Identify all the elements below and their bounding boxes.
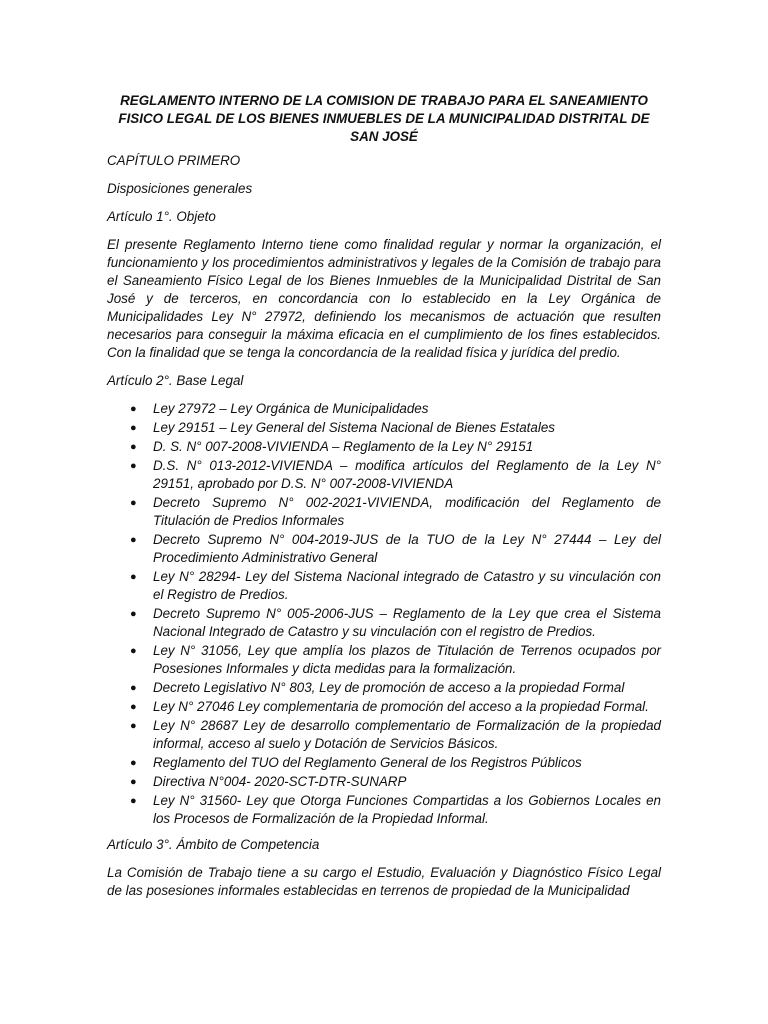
bullet-icon: ● xyxy=(130,571,137,583)
list-item-text: D. S. N° 007-2008-VIVIENDA – Reglamento de la Ley N° 29151 xyxy=(153,439,534,454)
list-item xyxy=(107,419,661,437)
list-item-text: Directiva N°004- 2020-SCT-DTR-SUNARP xyxy=(153,774,407,789)
list-item-text: Decreto Supremo N° 005-2006-JUS – Reglamento de la Ley que crea el Sistema Nacional Integrado de Catastro y su vinculación con el registro de Predios. xyxy=(153,606,661,639)
article-1-text: El presente Reglamento Interno tiene como finalidad regular y normar la organización, el funcionamiento y los procedimientos administrativos y legales de la Comisión de trabajo para el Saneamiento Físico Legal de los Bienes Inmuebles de la Municipalidad Distrital de San José y de terceros, en concordancia con lo establecido en la Ley Orgánica de Municipalidades Ley N° 27972, definiendo los mecanismos de actuación que resulten necesarios para conseguir la máxima eficacia en el cumplimiento de los fines establecidos. Con la finalidad que se tenga la concordancia de la realidad física y jurídica del predio. xyxy=(107,237,661,360)
list-item-text: Reglamento del TUO del Reglamento General de los Registros Públicos xyxy=(153,755,582,770)
list-item xyxy=(107,773,661,791)
list-item xyxy=(107,642,661,678)
list-item xyxy=(107,494,661,530)
bullet-icon: ● xyxy=(130,441,137,453)
bullet-icon: ● xyxy=(130,403,137,415)
bullet-icon: ● xyxy=(130,497,137,509)
bullet-icon: ● xyxy=(130,422,137,434)
list-item-text: Ley N° 31560- Ley que Otorga Funciones Compartidas a los Gobiernos Locales en los Procesos de Formalización de la Propiedad Informal. xyxy=(153,793,661,826)
article-2-heading: Artículo 2°. Base Legal xyxy=(107,373,244,388)
list-item xyxy=(107,698,661,716)
section-heading: Disposiciones generales xyxy=(107,181,253,196)
list-item-text: Ley N° 28687 Ley de desarrollo complementario de Formalización de la propiedad informal, acceso al suelo y Dotación de Servicios Básicos. xyxy=(153,718,661,751)
bullet-icon: ● xyxy=(130,776,137,788)
list-item xyxy=(107,605,661,641)
bullet-icon: ● xyxy=(130,682,137,694)
list-item-text: D.S. N° 013-2012-VIVIENDA – modifica artículos del Reglamento de la Ley N° 29151, aprobado por D.S. N° 007-2008-VIVIENDA xyxy=(153,458,661,491)
chapter-heading: CAPÍTULO PRIMERO xyxy=(107,153,241,168)
list-item-text: Decreto Supremo N° 002-2021-VIVIENDA, modificación del Reglamento de Titulación de Predios Informales xyxy=(153,495,661,528)
list-item xyxy=(107,438,661,456)
list-item xyxy=(107,531,661,567)
list-item xyxy=(107,679,661,697)
list-item-text: Ley 27972 – Ley Orgánica de Municipalidades xyxy=(153,401,429,416)
bullet-icon: ● xyxy=(130,757,137,769)
document-title: REGLAMENTO INTERNO DE LA COMISION DE TRABAJO PARA EL SANEAMIENTO FISICO LEGAL DE LOS BIENES INMUEBLES DE LA MUNICIPALIDAD DISTRITAL DE SAN JOSÉ xyxy=(118,93,650,144)
list-item-text: Decreto Legislativo N° 803, Ley de promoción de acceso a la propiedad Formal xyxy=(153,680,625,695)
bullet-icon: ● xyxy=(130,608,137,620)
list-item-text: Decreto Supremo N° 004-2019-JUS de la TUO de la Ley N° 27444 – Ley del Procedimiento Administrativo General xyxy=(153,532,661,565)
list-item xyxy=(107,568,661,604)
list-item-text: Ley N° 28294- Ley del Sistema Nacional integrado de Catastro y su vinculación con el Registro de Predios. xyxy=(153,569,661,602)
bullet-icon: ● xyxy=(130,720,137,732)
document-page xyxy=(107,92,661,910)
list-item xyxy=(107,754,661,772)
bullet-icon: ● xyxy=(130,701,137,713)
bullet-icon: ● xyxy=(130,534,137,546)
list-item xyxy=(107,792,661,828)
list-item-text: Ley N° 31056, Ley que amplía los plazos de Titulación de Terrenos ocupados por Posesiones Informales y dicta medidas para la formalización. xyxy=(153,643,661,676)
list-item xyxy=(107,400,661,418)
article-3-heading: Artículo 3°. Ámbito de Competencia xyxy=(107,837,320,852)
list-item-text: Ley N° 27046 Ley complementaria de promoción del acceso a la propiedad Formal. xyxy=(153,699,649,714)
bullet-icon: ● xyxy=(130,645,137,657)
list-item xyxy=(107,457,661,493)
list-item-text: Ley 29151 – Ley General del Sistema Nacional de Bienes Estatales xyxy=(153,420,555,435)
article-3-text: La Comisión de Trabajo tiene a su cargo el Estudio, Evaluación y Diagnóstico Físico Legal de las posesiones informales establecidas en terrenos de propiedad de la Municipalidad xyxy=(107,865,661,898)
legal-basis-list xyxy=(107,400,661,828)
list-item xyxy=(107,717,661,753)
bullet-icon: ● xyxy=(130,460,137,472)
bullet-icon: ● xyxy=(130,795,137,807)
article-1-heading: Artículo 1°. Objeto xyxy=(107,209,216,224)
